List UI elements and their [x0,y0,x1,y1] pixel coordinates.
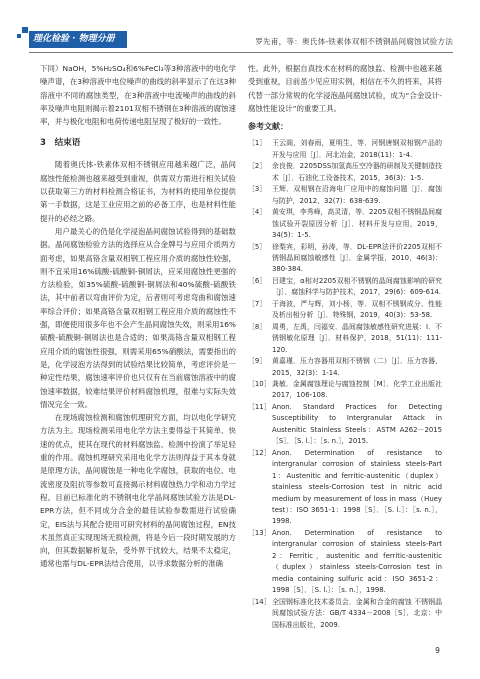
paragraph: 用户最关心的仍是化学浸泡晶间腐蚀试验得到的基础数据。晶间腐蚀检验方法的选择应从合金牌号与应用介质两方面考虑，如果高铬含量双相钢工程应用介质的腐蚀性较强，则不宜采用16%硫酸-硫酸铜-铜屑法，应采用腐蚀性更强的方法检验，如35%硫酸-硫酸铜-铜屑法和40%硫酸-硫酸铁法，其中前者以弯曲评价为定，后者则可考虑弯曲和腐蚀速率综合评价；如果高铬含量双相钢工程应用介质的腐蚀性不强，即便使用很多年也不会产生晶间腐蚀失效，则采用16%硫酸-硫酸铜-铜屑法也是合适的；如果高铬含量双相钢工程应用介质的腐蚀性很强，则需采用65%硝酸法，需要指出的是，化学浸泡方法得到的试验结果比较简单，考虑评价是一种定性结果，腐蚀速率评价也只仅有在当前腐蚀溶液中的腐蚀速率数据，较难结果评价材料腐蚀机理，很难与实际失效情况完全一致。 [40,226,236,409]
logo-decoration-square-small [17,34,21,38]
section-heading: 3 结束语 [40,138,81,149]
reference-number: ［7］ [248,299,267,308]
reference-text: 徐梨宾，彩明，孙涛，等．DL-EPR法评价2205双相不锈钢晶间腐蚀敏感性［J］．金属学报，2010，46(3)：380-384. [272,242,442,274]
reference-text: 黄安琪，李秀峰，高灵清，等．2205双相不锈钢晶间腐蚀试验开裂原因分析［J］．材料开发与应用，2019，34(5)：1-5. [272,208,442,240]
reference-text: 周勇，左禹，闫福安．晶间腐蚀敏感性研究进展：Ⅰ．不锈钢敏化原理［J］．材料保护，2018，51(11)：111-120. [272,322,442,354]
reference-item [248,448,442,528]
reference-list [248,138,442,630]
reference-item [248,207,442,241]
reference-text: Anon. Standard Practices for Detecting Susceptibility to Intergranular Attack in Austenitic Stainless Steels：ASTM A262－2015［S］．［S. l.］：［s. n.］，2015. [272,402,442,446]
page-header [0,0,480,58]
reference-item [248,528,442,597]
reference-number: ［12］ [248,448,271,457]
reference-text: Anon. Determination of resistance to intergranular corrosion of stainless steels-Part 1：Austenitic and ferritic-austenitic（duplex）stainless steels-Corrosion test in nitric acid medium by measurement of loss in mass（Huey test）：ISO 3651-1：1998［S］．［S. l.］：［s. n.］，1998. [272,448,442,526]
reference-text: 王辉．双相钢在沿海电厂应用中的腐蚀问题［J］．腐蚀与防护，2012，32(7)：638-639. [272,185,442,205]
reference-text: 吕建宝，α相对2205双相不锈钢的晶间腐蚀影响的研究［J］．腐蚀科学与防护技术，2017，29(6)：609-614. [272,276,442,297]
reference-text: 王云阁，刘春雨，夏明生，等．河钢唐钢双相钢产品的开发与应用［J］．河北冶金，2018(11)：1-4. [272,139,442,159]
reference-number: ［13］ [248,528,271,537]
reference-number: ［5］ [248,242,267,251]
reference-item [248,356,442,379]
running-head: 罗先甫，等：奥氏体-铁素体双相不锈钢晶间腐蚀试验方法 [255,37,453,46]
reference-number: ［2］ [248,162,267,171]
reference-item [248,276,442,299]
reference-item [248,161,442,184]
reference-item [248,322,442,356]
paragraph: 随着奥氏体-铁素体双相不锈钢应用越来越广泛，晶间腐蚀性能检测也越来越受到重视，供需双方需进行相关试验以获取第三方的材料检测合格证书，为材料的使用单位提供第一手数据，这是工业应用之前的必备工序，也是材料性能提升的必经之路。 [40,160,236,223]
reference-item [248,379,442,402]
reference-item [248,184,442,207]
reference-number: ［6］ [248,276,267,285]
reference-text: 黄嘉瑾．压力容器用双相不锈钢（二）［J］．压力容器，2015，32(3)：1-14. [272,357,442,377]
reference-number: ［8］ [248,322,267,331]
reference-number: ［4］ [248,208,267,217]
reference-item [248,402,442,448]
reference-item [248,597,442,631]
left-column [40,62,236,571]
reference-number: ［9］ [248,357,267,366]
reference-item [248,299,442,322]
reference-text: 全国钢标准化技术委员会．金属和合金的腐蚀 不锈钢晶间腐蚀试验方法：GB/T 4334－2008［S］．北京：中国标准出版社，2009. [272,597,442,629]
reference-number: ［1］ [248,139,267,148]
reference-item [248,138,442,161]
reference-text: 余良俊．2205DSS加氢高压空冷器的研制及关键制造技术［J］．石油化工设备技术，2015，36(3)：1-5. [272,162,442,182]
paragraph: 性。此外，根据自真技术在材料的腐蚀监、检测中也越来越受到重视，目前虽少见应用实例，相信在不久的将来，其将代替一部分常规的化学浸泡晶间腐蚀试验，成为“合金设计-腐蚀性能设计”的重要工具。 [248,64,442,113]
reference-text: Anon. Determination of resistance to intergranular corrosion of stainless steels-Part 2：Ferritic，austenitic and ferritic-austenitic（duplex）stainless steels-Corrosion test in media containing sulfuric acid：ISO 3651-2：1998［S］．［S. l.］：［s. n.］，1998. [272,528,442,595]
reference-item [248,242,442,276]
reference-number: ［3］ [248,185,267,194]
reference-number: ［10］ [248,380,271,388]
journal-logo: 理化检验 · 物理分册 [29,31,127,48]
logo-decoration-square [22,27,28,33]
paragraph: 下同）NaOH，5%H₂SO₄和6%FeCl₃等3种溶液中的电化学噪声谱，在3种溶液中电位噪声的曲线的斜率显示了在这3种溶液中不同的腐蚀类型，在3种溶液中电流噪声的曲线的斜率及噪声电阻则揭示着2101双相不锈钢在3种溶液的腐蚀速率，并与极化电阻和电荷传递电阻呈现了极好的一致性。 [40,64,236,127]
reference-text: 于海波，严与辉，刘小杨，等．双相不锈钢成分、性能及析出相分析［J］．特殊钢，2019，40(3)：53-58. [272,299,442,320]
right-column [248,62,442,631]
reference-number: ［14］ [248,597,271,606]
references-title: 参考文献： [248,122,288,132]
page-number: 9 [435,646,440,655]
reference-number: ［11］ [248,402,271,411]
header-rule [29,52,453,53]
paragraph: 在现场腐蚀检测和腐蚀机理研究方面，均以电化学研究方法为主。现场检测采用电化学方法主要得益于其简单、快速的优点，使其在现代的材料腐蚀监、检测中扮演了举足轻重的作用。腐蚀机理研究采用电化学方法则得益于其本身就是原理方法，晶间腐蚀是一种电化学腐蚀，获取的电位、电流密度及阻抗等参数可直接揭示材料腐蚀热力学和动力学过程。目前已标准化的不锈钢电化学晶间腐蚀试验方法是DL-EPR方法，但不同成分合金的最佳试验参数需进行试验确定，EIS法与其配合使用可研究材料的晶间腐蚀过程，EN技术虽然真正实现现场无损检测，将是今后一段时期发展的方向，但其数据解析复杂，受外界干扰较大，结果不太稳定，通常也需与DL-EPR法结合使用，以寻求数据分析的准确 [40,413,236,569]
reference-text: 龚敏．金属腐蚀理论与腐蚀控制［M］．化学工业出版社2017，106-108. [272,380,442,400]
